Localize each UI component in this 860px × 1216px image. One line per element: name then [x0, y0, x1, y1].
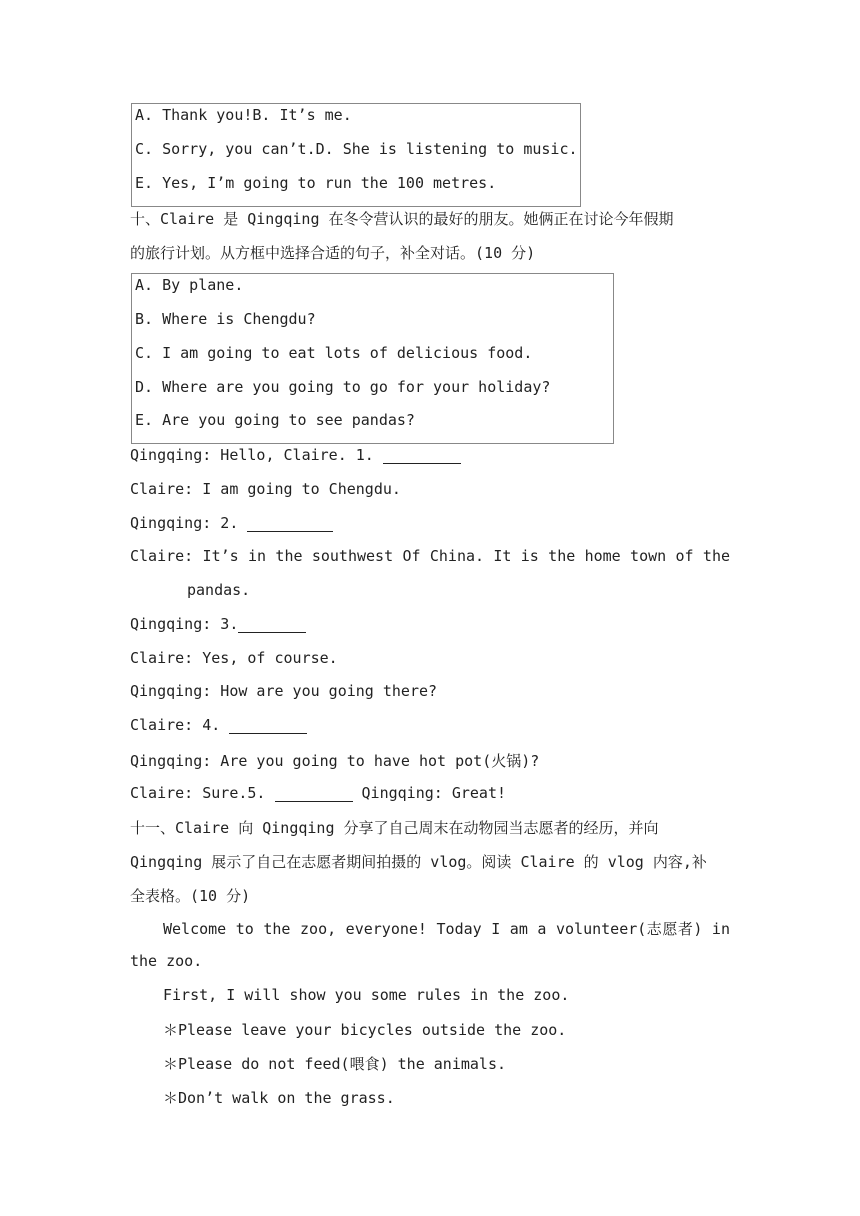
- section-11-title-cont: 全表格。(10 分): [130, 887, 251, 905]
- answer-blank-4[interactable]: [229, 717, 307, 734]
- dialogue-line: Qingqing: 3.: [130, 615, 306, 633]
- section-11-title-cont: Qingqing 展示了自己在志愿者期间拍摄的 vlog。阅读 Claire 的 vlog 内容,补: [130, 853, 707, 871]
- dialogue-line: Claire: 4.: [130, 716, 307, 734]
- dialogue-line: Qingqing: Hello, Claire. 1.: [130, 446, 461, 464]
- option-line: C. I am going to eat lots of delicious food.: [135, 344, 533, 362]
- zoo-rule: ＊Please leave your bicycles outside the zoo.: [163, 1021, 567, 1039]
- option-line: B. Where is Chengdu?: [135, 310, 316, 328]
- section-10-title-cont: 的旅行计划。从方框中选择合适的句子，补全对话。(10 分): [130, 244, 536, 262]
- dialogue-line: Claire: Yes, of course.: [130, 649, 338, 667]
- answer-blank-5[interactable]: [275, 785, 353, 802]
- vlog-paragraph: Welcome to the zoo, everyone! Today I am a volunteer(志愿者) in: [163, 920, 730, 938]
- zoo-rule: ＊Please do not feed(喂食) the animals.: [163, 1055, 507, 1073]
- dialogue-line: Qingqing: 2.: [130, 514, 333, 532]
- option-line: E. Yes, I’m going to run the 100 metres.: [135, 174, 497, 192]
- dialogue-line: Qingqing: How are you going there?: [130, 682, 438, 700]
- dialogue-line: Qingqing: Are you going to have hot pot(火锅)?: [130, 752, 540, 770]
- option-line: C. Sorry, you can’t.D. She is listening to music.: [135, 140, 578, 158]
- vlog-paragraph: First, I will show you some rules in the zoo.: [163, 986, 570, 1004]
- dialogue-line-cont: pandas.: [187, 581, 251, 599]
- answer-blank-3[interactable]: [238, 616, 306, 633]
- option-line: A. Thank you!B. It’s me.: [135, 106, 352, 124]
- answer-blank-2[interactable]: [247, 515, 333, 532]
- dialogue-line: Claire: Sure.5. Qingqing: Great!: [130, 784, 507, 802]
- option-line: E. Are you going to see pandas?: [135, 411, 415, 429]
- answer-blank-1[interactable]: [383, 447, 461, 464]
- vlog-paragraph-cont: the zoo.: [130, 952, 203, 970]
- dialogue-line: Claire: I am going to Chengdu.: [130, 480, 401, 498]
- option-line: A. By plane.: [135, 276, 244, 294]
- section-11-title: 十一、Claire 向 Qingqing 分享了自己周末在动物园当志愿者的经历，并向: [130, 819, 659, 837]
- section-10-title: 十、Claire 是 Qingqing 在冬令营认识的最好的朋友。她俩正在讨论今年假期: [130, 210, 674, 228]
- zoo-rule: ＊Don’t walk on the grass.: [163, 1089, 395, 1107]
- dialogue-line: Claire: It’s in the southwest Of China. It is the home town of the: [130, 547, 730, 565]
- option-line: D. Where are you going to go for your holiday?: [135, 378, 551, 396]
